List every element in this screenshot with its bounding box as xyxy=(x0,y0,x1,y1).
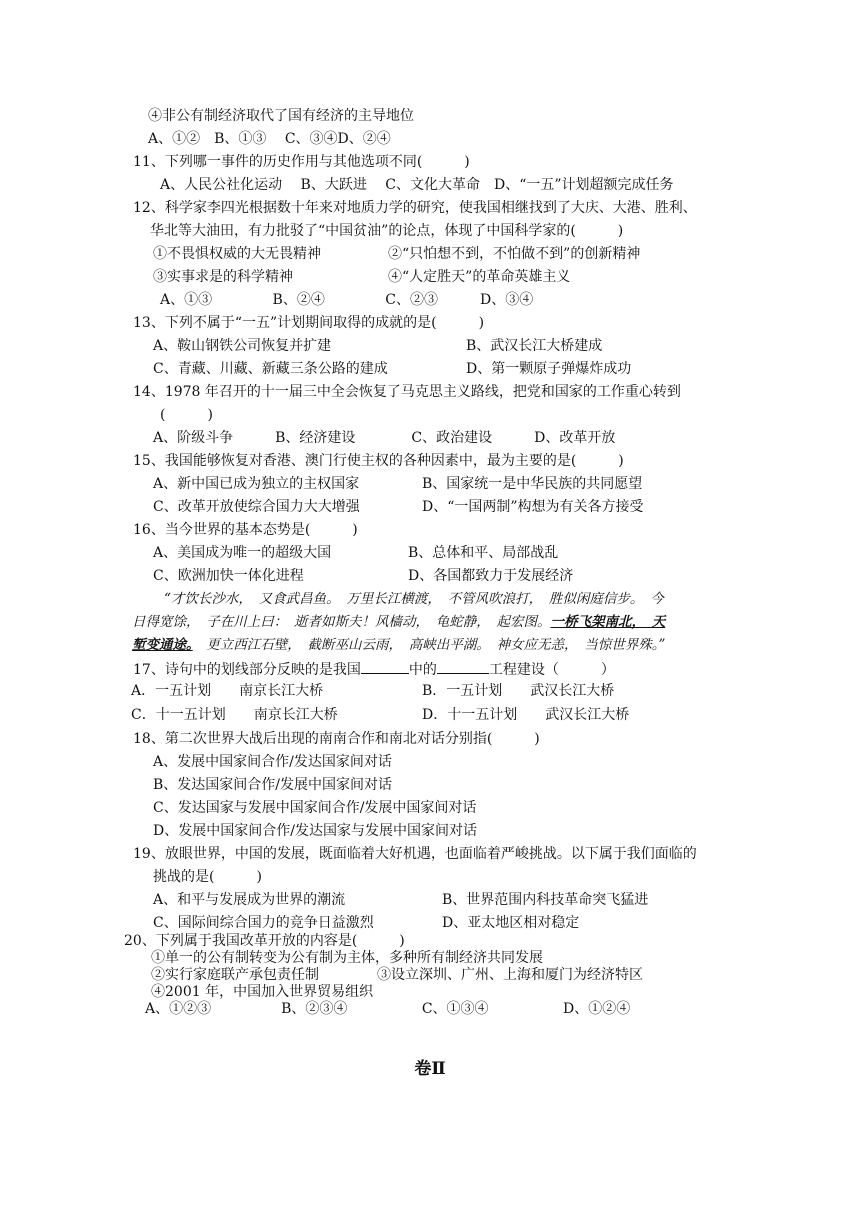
question-20-choices: A、①②③ B、②③④ C、①③④ D、①②④ xyxy=(145,1001,631,1017)
fill-blank-2 xyxy=(437,659,489,674)
question-18-option-c: C、发达国家与发展中国家间合作/发展中国家间对话 xyxy=(153,800,477,816)
poem-underlined-phrase: 一桥飞架南北， 天 xyxy=(550,614,666,630)
question-18-option-a: A、发展中国家间合作/发达国家间对话 xyxy=(153,754,392,770)
question-20-item1: ①单一的公有制转变为公有制为主体，多种所有制经济共同发展 xyxy=(151,950,543,966)
question-17 xyxy=(133,659,615,679)
question-12-item3: ③实事求是的科学精神 xyxy=(153,269,293,285)
question-12-item2: ②“只怕想不到，不怕做不到”的创新精神 xyxy=(388,246,641,262)
question-11-choices: A、人民公社化运动 B、大跃进 C、文化大革命 D、“一五”计划超额完成任务 xyxy=(160,177,674,193)
question-20-item4: ④2001 年，中国加入世界贸易组织 xyxy=(151,984,374,1000)
question-19-option-a: A、和平与发展成为世界的潮流 xyxy=(153,892,346,908)
section-title: 卷Ⅱ xyxy=(414,1059,446,1079)
question-12-line1: 12、科学家李四光根据数十年来对地质力学的研究，使我国相继找到了大庆、大港、胜利、 xyxy=(133,200,697,216)
question-16: 16、当今世界的基本态势是( ) xyxy=(133,522,358,538)
poem-line1: “才饮长沙水， 又食武昌鱼。 万里长江横渡， 不管风吹浪打， 胜似闲庭信步。 今 xyxy=(164,591,664,607)
question-17-option-b: B．一五计划 武汉长江大桥 xyxy=(422,683,615,699)
question-12-item1: ①不畏惧权威的大无畏精神 xyxy=(153,246,321,262)
question-16-option-d: D、各国都致力于发展经济 xyxy=(408,568,574,584)
question-19-option-b: B、世界范围内科技革命突飞猛进 xyxy=(442,892,649,908)
question-19-line2: 挑战的是( ) xyxy=(153,869,262,885)
question-14-choices: A、阶级斗争 B、经济建设 C、政治建设 D、改革开放 xyxy=(153,430,616,446)
question-17-part3: 工程建设（ ） xyxy=(488,662,615,678)
question-13-option-a: A、鞍山钢铁公司恢复并扩建 xyxy=(153,338,332,354)
question-19-line1: 19、放眼世界，中国的发展，既面临着大好机遇，也面临着严峻挑战。以下属于我们面临的 xyxy=(133,846,697,862)
question-12-choices: A、①③ B、②④ C、②③ D、③④ xyxy=(160,292,534,308)
question-13: 13、下列不属于“一五”计划期间取得的成就的是( ) xyxy=(133,315,485,331)
question-20-item2: ②实行家庭联产承包责任制 xyxy=(151,967,319,983)
answer-choices: A、①② B、①③ C、③④D、②④ xyxy=(148,131,391,147)
question-19-option-d: D、亚太地区相对稳定 xyxy=(442,915,580,931)
question-16-option-c: C、欧洲加快一体化进程 xyxy=(153,568,304,584)
question-13-option-d: D、第一颗原子弹爆炸成功 xyxy=(466,361,632,377)
question-17-part1: 17、诗句中的划线部分反映的是我国 xyxy=(133,662,361,678)
question-13-option-b: B、武汉长江大桥建成 xyxy=(466,338,603,354)
question-13-option-c: C、青藏、川藏、新藏三条公路的建成 xyxy=(153,361,388,377)
question-20: 20、下列属于我国改革开放的内容是( ) xyxy=(124,933,405,949)
question-15-option-a: A、新中国已成为独立的主权国家 xyxy=(153,476,360,492)
question-19-option-c: C、国际间综合国力的竞争日益激烈 xyxy=(153,915,374,931)
poem-line3-text: 更立西江石壁， 截断巫山云雨， 高峡出平湖。 神女应无恙， 当惊世界殊。” xyxy=(192,637,666,653)
question-option-line: ④非公有制经济取代了国有经济的主导地位 xyxy=(148,108,414,124)
poem-line3 xyxy=(132,636,665,654)
question-17-option-c: C．十一五计划 南京长江大桥 xyxy=(131,707,338,723)
question-17-part2: 中的 xyxy=(408,662,437,678)
question-15-option-c: C、改革开放使综合国力大大增强 xyxy=(153,499,360,515)
question-18-option-d: D、发展中国家间合作/发达国家与发展中国家间对话 xyxy=(153,823,477,839)
question-14-line2: ( ) xyxy=(160,407,213,423)
question-18-option-b: B、发达国家间合作/发展中国家间对话 xyxy=(153,777,393,793)
poem-line2-text: 日得宽馀， 子在川上曰： 逝者如斯夫！风樯动， 龟蛇静， 起宏图。 xyxy=(132,614,551,630)
question-16-option-b: B、总体和平、局部战乱 xyxy=(408,545,559,561)
question-15-option-d: D、“一国两制”构想为有关各方接受 xyxy=(422,499,644,515)
question-15: 15、我国能够恢复对香港、澳门行使主权的各种因素中，最为主要的是( ) xyxy=(133,453,624,469)
question-17-option-d: D．十一五计划 武汉长江大桥 xyxy=(422,707,630,723)
question-14-line1: 14、1978 年召开的十一届三中全会恢复了马克思主义路线，把党和国家的工作重心转到 xyxy=(133,384,681,400)
poem-line2 xyxy=(132,613,665,631)
question-11: 11、下列哪一事件的历史作用与其他选项不同( ) xyxy=(133,154,470,170)
question-18: 18、第二次世界大战后出现的南南合作和南北对话分别指( ) xyxy=(133,731,540,747)
fill-blank-1 xyxy=(361,659,409,674)
poem-underlined-phrase-cont: 堑变通途。 xyxy=(132,637,193,653)
question-17-option-a: A．一五计划 南京长江大桥 xyxy=(131,683,324,699)
question-12-item4: ④“人定胜天”的革命英雄主义 xyxy=(388,269,571,285)
question-15-option-b: B、国家统一是中华民族的共同愿望 xyxy=(422,476,643,492)
question-20-item3: ③设立深圳、广州、上海和厦门为经济特区 xyxy=(377,967,643,983)
question-16-option-a: A、美国成为唯一的超级大国 xyxy=(153,545,332,561)
question-12-line2: 华北等大油田，有力批驳了“中国贫油”的论点，体现了中国科学家的( ) xyxy=(150,223,624,239)
